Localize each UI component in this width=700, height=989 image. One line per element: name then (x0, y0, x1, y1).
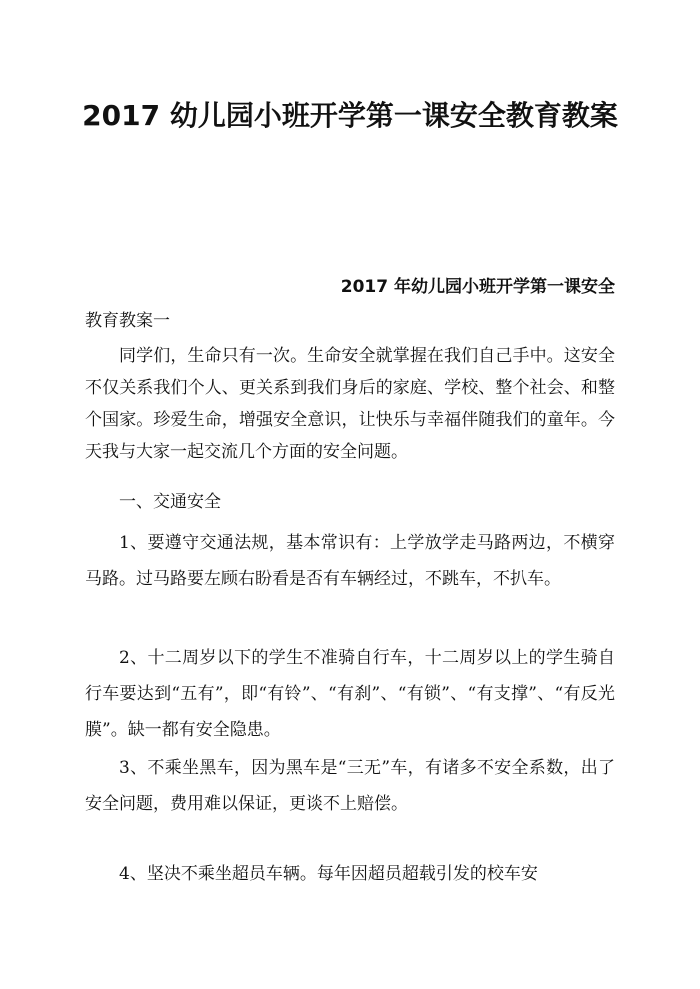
intro-paragraph: 同学们，生命只有一次。生命安全就掌握在我们自己手中。这安全不仅关系我们个人、更关系到我们身后的家庭、学校、整个社会、和整个国家。珍爱生命，增强安全意识，让快乐与幸福伴随我们的童年。今天我与大家一起交流几个方面的安全问题。 (85, 346, 615, 462)
document-subtitle (85, 270, 615, 338)
subtitle-line-2: 教育教案一 (85, 311, 170, 331)
rule-paragraph-4: 4、坚决不乘坐超员车辆。每年因超员超载引发的校车安 (119, 864, 538, 884)
rule-paragraph-2: 2、十二周岁以下的学生不准骑自行车，十二周岁以上的学生骑自行车要达到“五有”，即“有铃”、“有刹”、“有锁”、“有支撑”、“有反光膜”。缺一都有安全隐患。 (85, 648, 615, 740)
document-title: 2017 幼儿园小班开学第一课安全教育教案 (82, 99, 618, 132)
rule-paragraph-3: 3、不乘坐黑车，因为黑车是“三无”车，有诸多不安全系数，出了安全问题，费用难以保证，更谈不上赔偿。 (85, 758, 615, 814)
rule-paragraph-1: 1、要遵守交通法规，基本常识有：上学放学走马路两边，不横穿马路。过马路要左顾右盼看是否有车辆经过，不跳车，不扒车。 (85, 533, 615, 589)
section-heading-traffic-safety: 一、交通安全 (119, 492, 221, 512)
subtitle-line-1: 2017 年幼儿园小班开学第一课安全 (340, 277, 615, 297)
